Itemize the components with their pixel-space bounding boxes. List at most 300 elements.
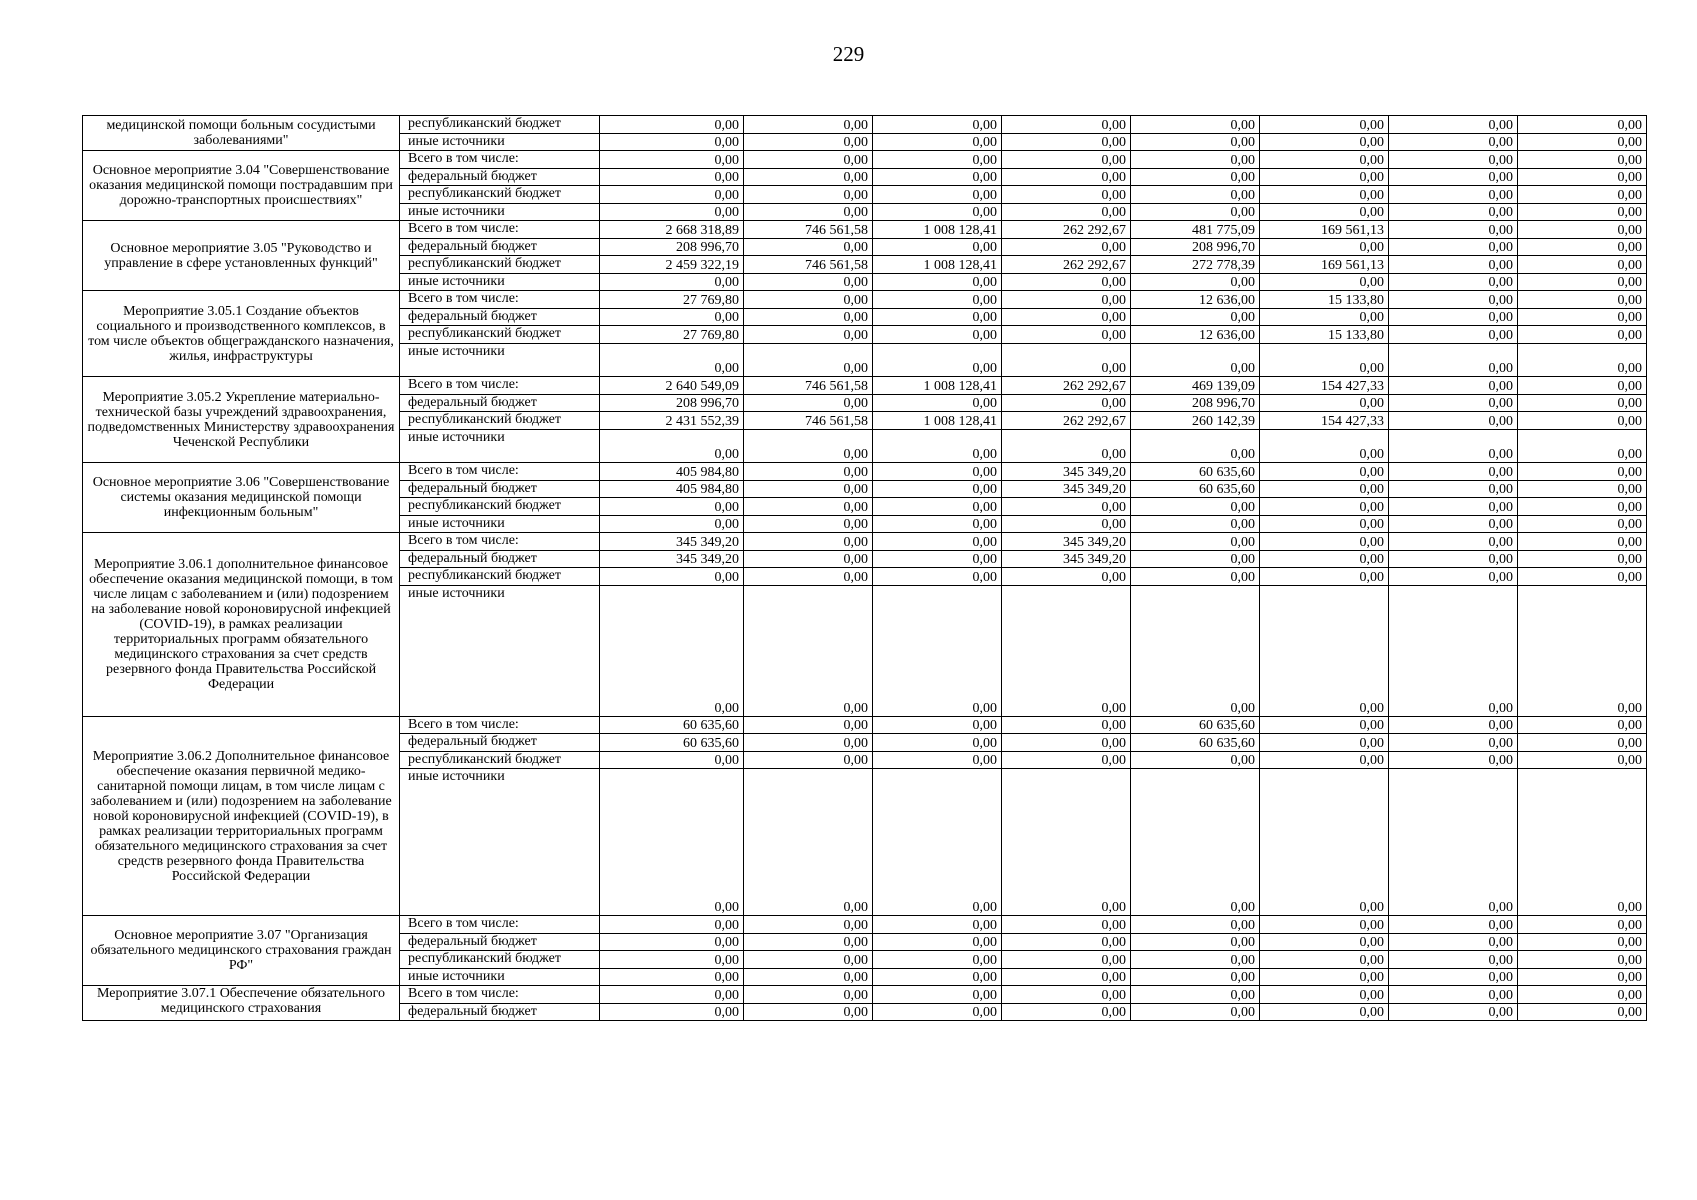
amount-cell: 0,00	[1389, 116, 1518, 134]
amount-cell: 0,00	[744, 480, 873, 498]
amount-cell: 0,00	[873, 116, 1002, 134]
table-row	[83, 916, 1647, 934]
amount-cell: 345 349,20	[1002, 550, 1131, 568]
amount-cell: 0,00	[1518, 343, 1647, 377]
funding-source: республиканский бюджет	[400, 412, 600, 430]
amount-cell: 0,00	[1389, 308, 1518, 326]
amount-cell: 0,00	[1518, 291, 1647, 309]
amount-cell: 0,00	[1002, 291, 1131, 309]
amount-cell: 0,00	[1131, 186, 1260, 204]
amount-cell: 0,00	[1002, 133, 1131, 151]
amount-cell: 0,00	[1518, 308, 1647, 326]
amount-cell: 60 635,60	[1131, 716, 1260, 734]
amount-cell: 0,00	[600, 133, 744, 151]
amount-cell: 0,00	[1389, 377, 1518, 395]
amount-cell: 0,00	[1518, 221, 1647, 239]
funding-source: федеральный бюджет	[400, 550, 600, 568]
funding-source: Всего в том числе:	[400, 291, 600, 309]
funding-source: иные источники	[400, 273, 600, 291]
amount-cell: 0,00	[1389, 1003, 1518, 1021]
amount-cell: 0,00	[873, 769, 1002, 916]
amount-cell: 0,00	[744, 498, 873, 516]
amount-cell: 0,00	[873, 716, 1002, 734]
amount-cell: 208 996,70	[1131, 238, 1260, 256]
amount-cell: 60 635,60	[1131, 734, 1260, 752]
amount-cell: 0,00	[1131, 916, 1260, 934]
amount-cell: 746 561,58	[744, 221, 873, 239]
funding-source: федеральный бюджет	[400, 168, 600, 186]
amount-cell: 0,00	[1260, 916, 1389, 934]
amount-cell: 0,00	[1131, 133, 1260, 151]
amount-cell: 0,00	[600, 769, 744, 916]
amount-cell: 0,00	[1389, 480, 1518, 498]
amount-cell: 0,00	[1389, 498, 1518, 516]
funding-source: иные источники	[400, 343, 600, 377]
funding-source: республиканский бюджет	[400, 116, 600, 134]
amount-cell: 0,00	[1002, 734, 1131, 752]
amount-cell: 0,00	[1002, 498, 1131, 516]
amount-cell: 345 349,20	[1002, 480, 1131, 498]
amount-cell: 0,00	[1518, 238, 1647, 256]
amount-cell: 0,00	[873, 480, 1002, 498]
amount-cell: 0,00	[1260, 986, 1389, 1004]
amount-cell: 169 561,13	[1260, 256, 1389, 274]
amount-cell: 0,00	[1518, 585, 1647, 716]
amount-cell: 0,00	[1002, 308, 1131, 326]
amount-cell: 0,00	[600, 515, 744, 533]
amount-cell: 0,00	[1131, 933, 1260, 951]
amount-cell: 0,00	[1518, 951, 1647, 969]
amount-cell: 0,00	[873, 533, 1002, 551]
amount-cell: 0,00	[1518, 151, 1647, 169]
amount-cell: 0,00	[1260, 463, 1389, 481]
amount-cell: 262 292,67	[1002, 377, 1131, 395]
amount-cell: 0,00	[1518, 734, 1647, 752]
amount-cell: 0,00	[1002, 326, 1131, 344]
activity-name: Мероприятие 3.06.1 дополнительное финансовое обеспечение оказания медицинской помощи, в том числе лицам с заболеванием и (или) подозрением на заболевание новой короновирусной инфекцией (COVID-19), в рамках реализации территориальных программ обязательного медицинского страхования за счет средств резервного фонда Правительства Российской Федерации	[83, 533, 400, 716]
amount-cell: 345 349,20	[600, 550, 744, 568]
amount-cell: 0,00	[1131, 308, 1260, 326]
funding-source: Всего в том числе:	[400, 716, 600, 734]
amount-cell: 1 008 128,41	[873, 412, 1002, 430]
amount-cell: 0,00	[1002, 186, 1131, 204]
funding-source: иные источники	[400, 133, 600, 151]
amount-cell: 0,00	[1131, 1003, 1260, 1021]
amount-cell: 0,00	[600, 343, 744, 377]
amount-cell: 0,00	[600, 203, 744, 221]
amount-cell: 0,00	[744, 515, 873, 533]
amount-cell: 0,00	[1002, 515, 1131, 533]
amount-cell: 0,00	[1389, 716, 1518, 734]
funding-source: республиканский бюджет	[400, 951, 600, 969]
amount-cell: 208 996,70	[600, 394, 744, 412]
amount-cell: 0,00	[1002, 168, 1131, 186]
amount-cell: 0,00	[873, 238, 1002, 256]
funding-source: федеральный бюджет	[400, 734, 600, 752]
amount-cell: 0,00	[600, 151, 744, 169]
amount-cell: 0,00	[1131, 343, 1260, 377]
amount-cell: 0,00	[873, 751, 1002, 769]
amount-cell: 2 459 322,19	[600, 256, 744, 274]
amount-cell: 0,00	[873, 933, 1002, 951]
amount-cell: 0,00	[1002, 273, 1131, 291]
amount-cell: 0,00	[1002, 116, 1131, 134]
funding-source: республиканский бюджет	[400, 326, 600, 344]
amount-cell: 0,00	[873, 734, 1002, 752]
amount-cell: 0,00	[1518, 769, 1647, 916]
amount-cell: 0,00	[1260, 1003, 1389, 1021]
amount-cell: 0,00	[1131, 951, 1260, 969]
amount-cell: 481 775,09	[1131, 221, 1260, 239]
amount-cell: 0,00	[873, 394, 1002, 412]
amount-cell: 0,00	[873, 343, 1002, 377]
amount-cell: 345 349,20	[1002, 533, 1131, 551]
amount-cell: 0,00	[744, 291, 873, 309]
amount-cell: 262 292,67	[1002, 221, 1131, 239]
funding-source: иные источники	[400, 968, 600, 986]
amount-cell: 2 668 318,89	[600, 221, 744, 239]
amount-cell: 0,00	[744, 1003, 873, 1021]
amount-cell: 0,00	[744, 343, 873, 377]
amount-cell: 0,00	[1389, 221, 1518, 239]
amount-cell: 0,00	[1518, 916, 1647, 934]
amount-cell: 469 139,09	[1131, 377, 1260, 395]
amount-cell: 0,00	[1260, 585, 1389, 716]
activity-name: Основное мероприятие 3.04 "Совершенствование оказания медицинской помощи пострадавшим при дорожно-транспортных происшествиях"	[83, 151, 400, 221]
amount-cell: 0,00	[744, 533, 873, 551]
amount-cell: 0,00	[1131, 203, 1260, 221]
amount-cell: 0,00	[1518, 463, 1647, 481]
amount-cell: 0,00	[873, 186, 1002, 204]
amount-cell: 0,00	[873, 968, 1002, 986]
amount-cell: 0,00	[1002, 986, 1131, 1004]
amount-cell: 0,00	[1518, 515, 1647, 533]
amount-cell: 0,00	[600, 168, 744, 186]
amount-cell: 0,00	[1131, 968, 1260, 986]
amount-cell: 0,00	[1260, 480, 1389, 498]
amount-cell: 345 349,20	[1002, 463, 1131, 481]
amount-cell: 0,00	[873, 550, 1002, 568]
amount-cell: 0,00	[1002, 968, 1131, 986]
amount-cell: 0,00	[1260, 951, 1389, 969]
amount-cell: 0,00	[1389, 291, 1518, 309]
amount-cell: 0,00	[1002, 151, 1131, 169]
amount-cell: 0,00	[1260, 498, 1389, 516]
amount-cell: 746 561,58	[744, 412, 873, 430]
amount-cell: 0,00	[873, 133, 1002, 151]
amount-cell: 0,00	[1389, 412, 1518, 430]
amount-cell: 1 008 128,41	[873, 377, 1002, 395]
amount-cell: 0,00	[744, 186, 873, 204]
budget-table	[82, 115, 1647, 1021]
activity-name: Мероприятие 3.05.1 Создание объектов социального и производственного комплексов, в том числе объектов общегражданского назначения, жилья, инфраструктуры	[83, 291, 400, 377]
amount-cell: 0,00	[1002, 343, 1131, 377]
amount-cell: 0,00	[1002, 1003, 1131, 1021]
funding-source: федеральный бюджет	[400, 394, 600, 412]
amount-cell: 260 142,39	[1131, 412, 1260, 430]
amount-cell: 0,00	[873, 308, 1002, 326]
amount-cell: 0,00	[600, 968, 744, 986]
amount-cell: 154 427,33	[1260, 412, 1389, 430]
amount-cell: 0,00	[1131, 168, 1260, 186]
amount-cell: 0,00	[1389, 734, 1518, 752]
amount-cell: 345 349,20	[600, 533, 744, 551]
amount-cell: 0,00	[1518, 412, 1647, 430]
activity-name: Мероприятие 3.05.2 Укрепление материально-технической базы учреждений здравоохранения, подведомственных Министерству здравоохранения Чеченской Республики	[83, 377, 400, 463]
amount-cell: 0,00	[1260, 186, 1389, 204]
amount-cell: 0,00	[600, 186, 744, 204]
amount-cell: 0,00	[744, 968, 873, 986]
table-row	[83, 986, 1647, 1004]
amount-cell: 0,00	[600, 933, 744, 951]
amount-cell: 0,00	[1131, 550, 1260, 568]
amount-cell: 262 292,67	[1002, 256, 1131, 274]
amount-cell: 0,00	[744, 151, 873, 169]
amount-cell: 405 984,80	[600, 463, 744, 481]
amount-cell: 0,00	[1260, 515, 1389, 533]
amount-cell: 2 640 549,09	[600, 377, 744, 395]
amount-cell: 0,00	[1260, 769, 1389, 916]
amount-cell: 0,00	[1131, 585, 1260, 716]
funding-source: Всего в том числе:	[400, 377, 600, 395]
amount-cell: 0,00	[600, 1003, 744, 1021]
amount-cell: 15 133,80	[1260, 326, 1389, 344]
amount-cell: 0,00	[1389, 968, 1518, 986]
amount-cell: 0,00	[744, 463, 873, 481]
amount-cell: 0,00	[1389, 186, 1518, 204]
funding-source: Всего в том числе:	[400, 986, 600, 1004]
amount-cell: 0,00	[1518, 168, 1647, 186]
amount-cell: 0,00	[1260, 168, 1389, 186]
table-row	[83, 716, 1647, 734]
amount-cell: 0,00	[1260, 751, 1389, 769]
amount-cell: 12 636,00	[1131, 291, 1260, 309]
amount-cell: 0,00	[1389, 585, 1518, 716]
funding-source: Всего в том числе:	[400, 221, 600, 239]
funding-source: республиканский бюджет	[400, 186, 600, 204]
amount-cell: 0,00	[1518, 273, 1647, 291]
amount-cell: 208 996,70	[600, 238, 744, 256]
amount-cell: 0,00	[1260, 533, 1389, 551]
amount-cell: 0,00	[873, 463, 1002, 481]
amount-cell: 27 769,80	[600, 326, 744, 344]
amount-cell: 0,00	[1260, 133, 1389, 151]
amount-cell: 0,00	[1002, 951, 1131, 969]
activity-name: Основное мероприятие 3.07 "Организация обязательного медицинского страхования граждан РФ"	[83, 916, 400, 986]
amount-cell: 0,00	[873, 151, 1002, 169]
amount-cell: 169 561,13	[1260, 221, 1389, 239]
funding-source: федеральный бюджет	[400, 238, 600, 256]
table-row	[83, 151, 1647, 169]
amount-cell: 0,00	[1260, 716, 1389, 734]
table-row	[83, 377, 1647, 395]
amount-cell: 0,00	[744, 394, 873, 412]
funding-source: федеральный бюджет	[400, 1003, 600, 1021]
amount-cell: 0,00	[1518, 568, 1647, 586]
funding-source: Всего в том числе:	[400, 463, 600, 481]
amount-cell: 0,00	[1389, 933, 1518, 951]
funding-source: Всего в том числе:	[400, 533, 600, 551]
amount-cell: 0,00	[744, 933, 873, 951]
amount-cell: 0,00	[1131, 751, 1260, 769]
amount-cell: 0,00	[1131, 429, 1260, 463]
amount-cell: 0,00	[1260, 273, 1389, 291]
table-row	[83, 463, 1647, 481]
amount-cell: 0,00	[873, 568, 1002, 586]
amount-cell: 0,00	[1518, 480, 1647, 498]
amount-cell: 60 635,60	[1131, 480, 1260, 498]
amount-cell: 0,00	[873, 429, 1002, 463]
budget-table-body	[83, 116, 1647, 1021]
amount-cell: 0,00	[1260, 116, 1389, 134]
amount-cell: 0,00	[1389, 515, 1518, 533]
amount-cell: 12 636,00	[1131, 326, 1260, 344]
amount-cell: 0,00	[1389, 550, 1518, 568]
amount-cell: 0,00	[1389, 916, 1518, 934]
amount-cell: 0,00	[1518, 377, 1647, 395]
amount-cell: 0,00	[873, 951, 1002, 969]
amount-cell: 0,00	[600, 986, 744, 1004]
activity-name: Мероприятие 3.07.1 Обеспечение обязательного медицинского страхования	[83, 986, 400, 1021]
amount-cell: 0,00	[1260, 550, 1389, 568]
amount-cell: 0,00	[873, 585, 1002, 716]
amount-cell: 60 635,60	[1131, 463, 1260, 481]
funding-source: иные источники	[400, 769, 600, 916]
funding-source: иные источники	[400, 585, 600, 716]
amount-cell: 0,00	[1260, 568, 1389, 586]
amount-cell: 0,00	[873, 168, 1002, 186]
amount-cell: 0,00	[600, 273, 744, 291]
amount-cell: 0,00	[744, 751, 873, 769]
amount-cell: 0,00	[1518, 751, 1647, 769]
amount-cell: 0,00	[744, 273, 873, 291]
amount-cell: 0,00	[1131, 986, 1260, 1004]
amount-cell: 0,00	[744, 568, 873, 586]
amount-cell: 0,00	[873, 498, 1002, 516]
amount-cell: 0,00	[1002, 751, 1131, 769]
amount-cell: 0,00	[600, 116, 744, 134]
amount-cell: 0,00	[1131, 769, 1260, 916]
amount-cell: 0,00	[744, 168, 873, 186]
funding-source: федеральный бюджет	[400, 933, 600, 951]
amount-cell: 0,00	[873, 515, 1002, 533]
amount-cell: 0,00	[744, 133, 873, 151]
amount-cell: 0,00	[1389, 168, 1518, 186]
amount-cell: 0,00	[1260, 734, 1389, 752]
amount-cell: 0,00	[1518, 394, 1647, 412]
amount-cell: 0,00	[600, 951, 744, 969]
amount-cell: 0,00	[744, 916, 873, 934]
amount-cell: 0,00	[1260, 968, 1389, 986]
amount-cell: 0,00	[1131, 533, 1260, 551]
amount-cell: 0,00	[1389, 203, 1518, 221]
amount-cell: 0,00	[1518, 256, 1647, 274]
funding-source: иные источники	[400, 515, 600, 533]
amount-cell: 746 561,58	[744, 256, 873, 274]
amount-cell: 0,00	[744, 116, 873, 134]
amount-cell: 0,00	[1389, 273, 1518, 291]
amount-cell: 0,00	[744, 716, 873, 734]
amount-cell: 0,00	[1389, 986, 1518, 1004]
amount-cell: 0,00	[600, 498, 744, 516]
amount-cell: 0,00	[744, 550, 873, 568]
amount-cell: 0,00	[1389, 429, 1518, 463]
amount-cell: 0,00	[1389, 151, 1518, 169]
amount-cell: 0,00	[1260, 343, 1389, 377]
funding-source: республиканский бюджет	[400, 498, 600, 516]
amount-cell: 0,00	[1518, 186, 1647, 204]
funding-source: иные источники	[400, 203, 600, 221]
amount-cell: 0,00	[744, 585, 873, 716]
amount-cell: 0,00	[1389, 256, 1518, 274]
amount-cell: 0,00	[873, 326, 1002, 344]
amount-cell: 0,00	[600, 429, 744, 463]
amount-cell: 262 292,67	[1002, 412, 1131, 430]
amount-cell: 0,00	[1518, 429, 1647, 463]
amount-cell: 0,00	[873, 273, 1002, 291]
amount-cell: 0,00	[1389, 751, 1518, 769]
amount-cell: 0,00	[1518, 498, 1647, 516]
amount-cell: 0,00	[1260, 151, 1389, 169]
amount-cell: 0,00	[1518, 116, 1647, 134]
amount-cell: 0,00	[1518, 326, 1647, 344]
amount-cell: 0,00	[873, 203, 1002, 221]
amount-cell: 0,00	[873, 916, 1002, 934]
funding-source: федеральный бюджет	[400, 480, 600, 498]
amount-cell: 0,00	[1260, 238, 1389, 256]
table-row	[83, 116, 1647, 134]
amount-cell: 0,00	[600, 308, 744, 326]
amount-cell: 0,00	[744, 951, 873, 969]
amount-cell: 0,00	[1518, 968, 1647, 986]
amount-cell: 0,00	[1389, 463, 1518, 481]
amount-cell: 0,00	[1389, 238, 1518, 256]
amount-cell: 0,00	[873, 1003, 1002, 1021]
amount-cell: 208 996,70	[1131, 394, 1260, 412]
amount-cell: 60 635,60	[600, 734, 744, 752]
funding-source: Всего в том числе:	[400, 151, 600, 169]
amount-cell: 0,00	[1518, 133, 1647, 151]
amount-cell: 0,00	[1002, 429, 1131, 463]
amount-cell: 2 431 552,39	[600, 412, 744, 430]
funding-source: республиканский бюджет	[400, 751, 600, 769]
amount-cell: 0,00	[1389, 133, 1518, 151]
amount-cell: 746 561,58	[744, 377, 873, 395]
amount-cell: 0,00	[1518, 716, 1647, 734]
amount-cell: 0,00	[1002, 394, 1131, 412]
amount-cell: 0,00	[1131, 515, 1260, 533]
amount-cell: 60 635,60	[600, 716, 744, 734]
amount-cell: 0,00	[1002, 568, 1131, 586]
amount-cell: 0,00	[744, 203, 873, 221]
amount-cell: 0,00	[1518, 986, 1647, 1004]
amount-cell: 0,00	[1002, 933, 1131, 951]
amount-cell: 0,00	[1518, 203, 1647, 221]
table-row	[83, 291, 1647, 309]
amount-cell: 272 778,39	[1131, 256, 1260, 274]
amount-cell: 405 984,80	[600, 480, 744, 498]
amount-cell: 0,00	[744, 326, 873, 344]
amount-cell: 0,00	[1002, 203, 1131, 221]
activity-name: Мероприятие 3.06.2 Дополнительное финансовое обеспечение оказания первичной медико-санитарной помощи лицам, в том числе лицам с заболеванием и (или) подозрением на заболевание новой короновирусной инфекцией (COVID-19), в рамках реализации территориальных программ обязательного медицинского страхования за счет средств резервного фонда Правительства Российской Федерации	[83, 716, 400, 916]
amount-cell: 0,00	[873, 291, 1002, 309]
funding-source: иные источники	[400, 429, 600, 463]
amount-cell: 0,00	[1002, 238, 1131, 256]
amount-cell: 1 008 128,41	[873, 256, 1002, 274]
amount-cell: 0,00	[1002, 769, 1131, 916]
amount-cell: 0,00	[1389, 951, 1518, 969]
amount-cell: 0,00	[744, 238, 873, 256]
